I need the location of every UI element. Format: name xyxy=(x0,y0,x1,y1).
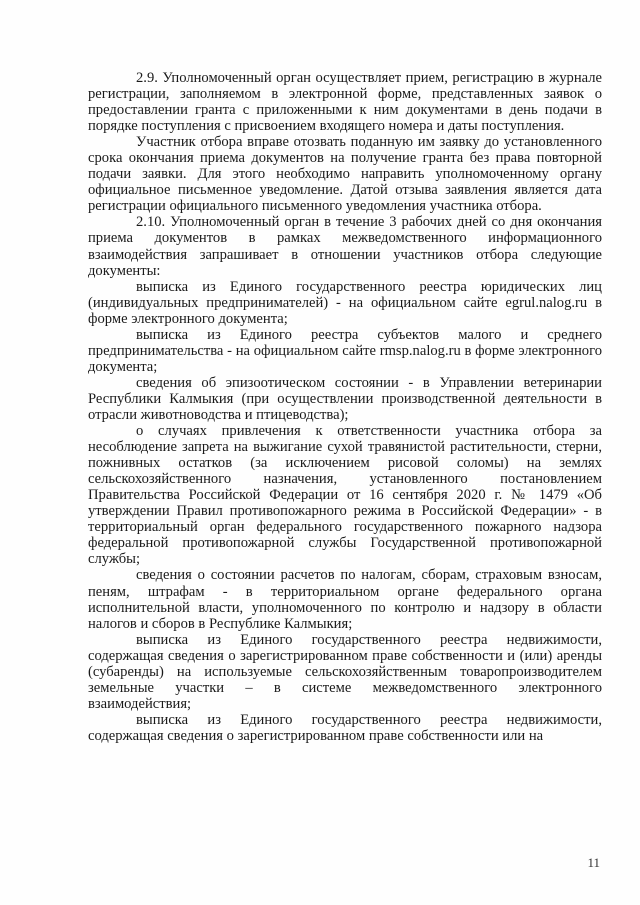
paragraph-egrul: выписка из Единого государственного реестра юридических лиц (индивидуальных предпринимателей) - на официальном сайте egrul.nalog.ru в форме электронного документа; xyxy=(88,278,602,327)
paragraph-2-10: 2.10. Уполномоченный орган в течение 3 рабочих дней со дня окончания приема документов в рамках межведомственного информационного взаимодействия запрашивает в отношении участников отбора следующие документы: xyxy=(88,214,602,279)
paragraph-taxes: сведения о состоянии расчетов по налогам, сборам, страховым взносам, пеням, штрафам - в территориальном органе федерального органа исполнительной власти, уполномоченного по контролю и надзору в области налогов и сборов в Республике Калмыкия; xyxy=(88,567,602,632)
paragraph-fire-safety: о случаях привлечения к ответственности участника отбора за несоблюдение запрета на выжигание сухой травянистой растительности, стерни, пожнивных остатков (за исключением рисовой соломы) на землях сельскохозяйственного назначения, установленного постановлением Правительства Российской Федерации от 16 сентября 2020 г. № 1479 «Об утверждении Правил противопожарного режима в Российской Федерации» - в территориальный орган федерального государственного пожарного надзора федеральной противопожарной службы Государственной противопожарной службы; xyxy=(88,423,602,568)
page-number: 11 xyxy=(587,855,600,870)
paragraph-withdrawal: Участник отбора вправе отозвать поданную им заявку до установленного срока окончания приема документов на получение гранта без права повторной подачи заявки. Для этого необходимо направить уполномоченному органу официальное письменное уведомление. Датой отзыва заявления является дата регистрации официального письменного уведомления участника отбора. xyxy=(88,134,602,215)
paragraph-egrn-land: выписка из Единого государственного реестра недвижимости, содержащая сведения о зарегистрированном праве собственности и (или) аренды (субаренды) на используемые сельскохозяйственным товаропроизводителем земельные участки – в системе межведомственного электронного взаимодействия; xyxy=(88,631,602,712)
paragraph-2-9: 2.9. Уполномоченный орган осуществляет прием, регистрацию в журнале регистрации, заполняемом в электронной форме, представленных заявок о предоставлении гранта с приложенными к ним документами в день подачи в порядке поступления с присвоением входящего номера и даты поступления. xyxy=(88,70,602,135)
paragraph-rmsp: выписка из Единого реестра субъектов малого и среднего предпринимательства - на официальном сайте rmsp.nalog.ru в форме электронного документа; xyxy=(88,326,602,375)
paragraph-egrn-cont: выписка из Единого государственного реестра недвижимости, содержащая сведения о зарегистрированном праве собственности или на xyxy=(88,711,602,744)
paragraph-epizootic: сведения об эпизоотическом состоянии - в Управлении ветеринарии Республики Калмыкия (при осуществлении производственной деятельности в отрасли животноводства и птицеводства); xyxy=(88,374,602,423)
